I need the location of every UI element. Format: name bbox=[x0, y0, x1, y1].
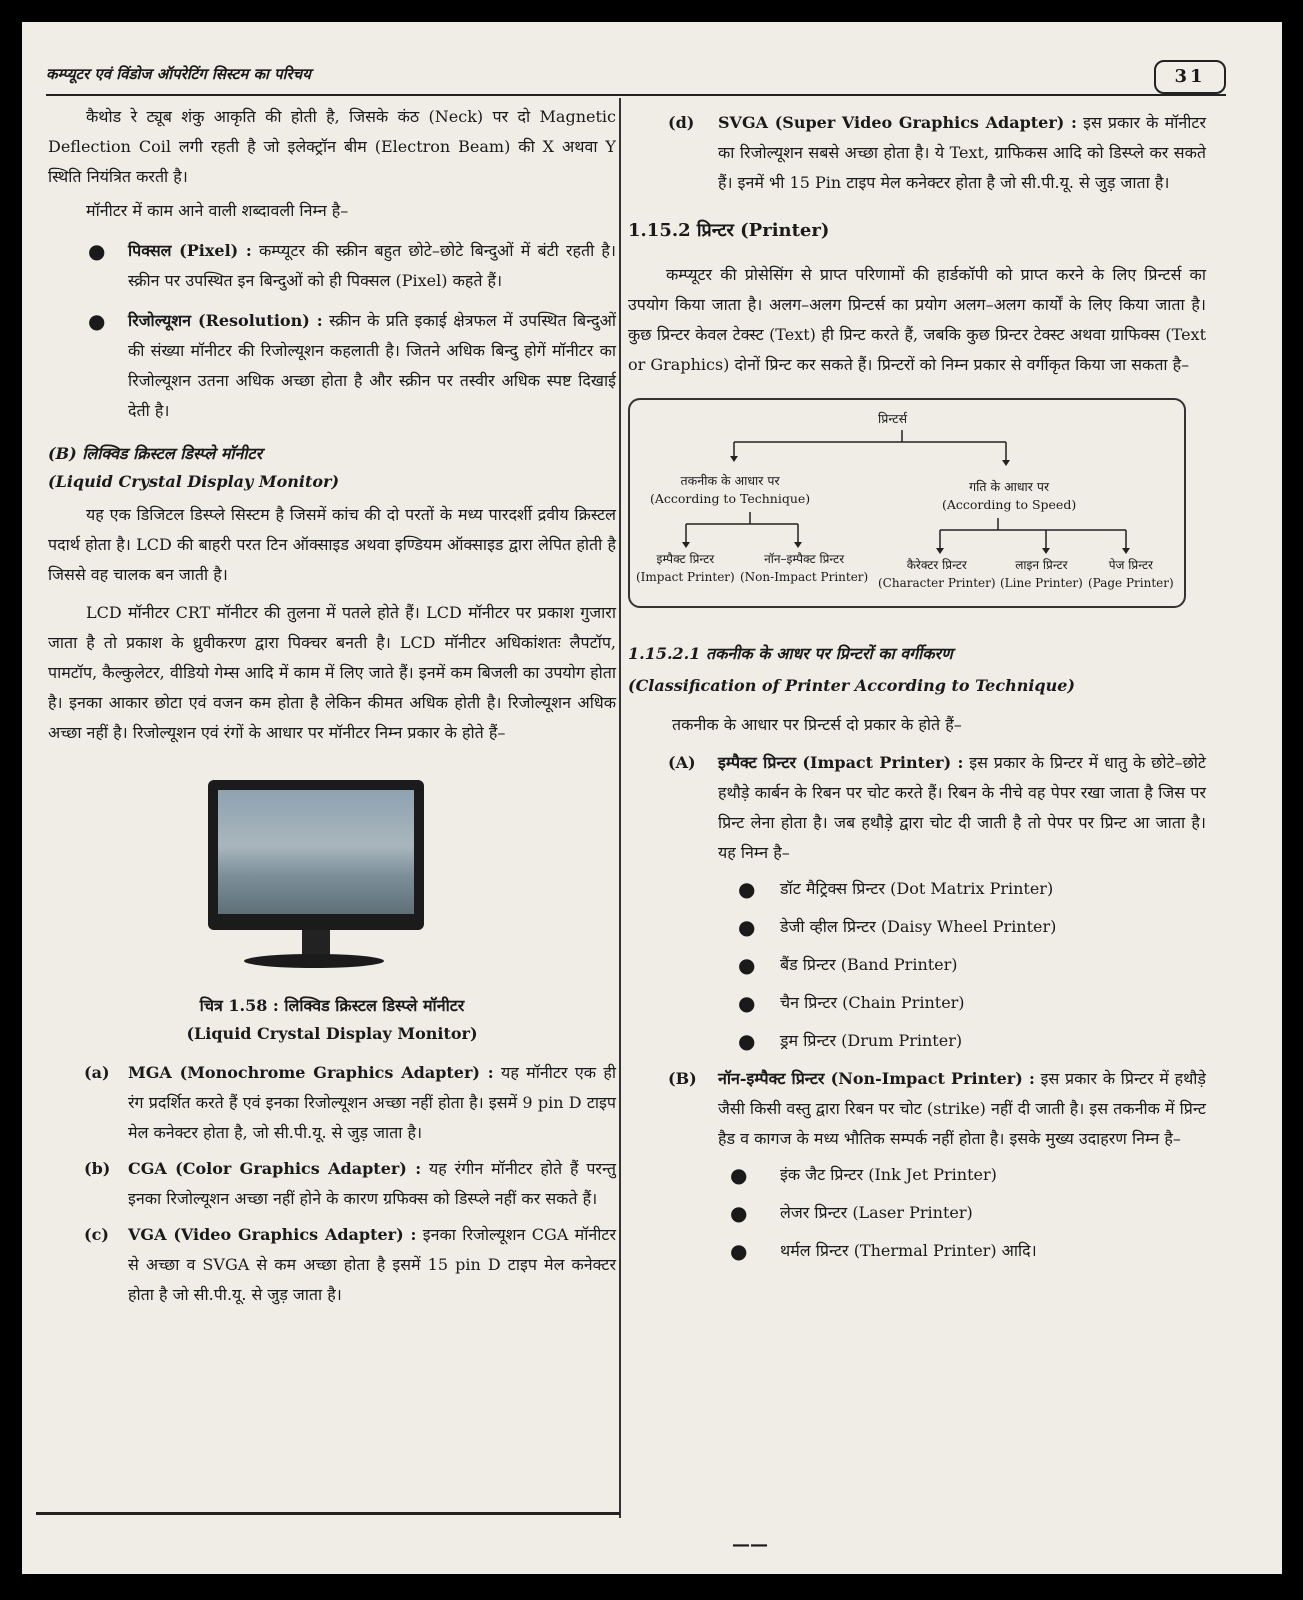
lcd-paragraph-1: यह एक डिजिटल डिस्प्ले सिस्टम है जिसमें कांच की दो परतों के मध्य पारदर्शी द्रवीय क्रिस्टल पदार्थ होता है। LCD की बाहरी परत टिन ऑक्साइड अथवा इण्डियम ऑक्साइड द्वारा लेपित होती है जिससे वह चालक बन जाती है। bbox=[48, 505, 616, 584]
printer-classification-diagram bbox=[628, 398, 1186, 608]
bullet-icon: ● bbox=[88, 309, 106, 333]
cga-item bbox=[48, 1154, 616, 1214]
tree-non-impact: नॉन–इम्पैक्ट प्रिन्टर (Non-Impact Printer) bbox=[740, 552, 869, 584]
item-label: (B) bbox=[668, 1069, 697, 1088]
column-divider bbox=[619, 98, 621, 1518]
mga-text: यह मॉनीटर एक ही रंग प्रदर्शित करते हैं एवं इनका रिजोल्यूशन अच्छा नहीं होता है। इसमें 9 pin D टाइप मेल कनेक्टर होता है, जो सी.पी.यू. से जुड़ जाता है। bbox=[128, 1063, 616, 1142]
monitor-image bbox=[208, 780, 424, 930]
mga-item bbox=[48, 1058, 616, 1148]
impact-term: इम्पैक्ट प्रिन्टर (Impact Printer) : bbox=[718, 753, 964, 772]
list-item: ● इंक जैट प्रिन्टर (Ink Jet Printer) bbox=[628, 1156, 1206, 1194]
non-impact-printer-item bbox=[628, 1064, 1206, 1154]
bullet-icon: ● bbox=[88, 239, 106, 263]
monitor-stand-neck bbox=[302, 930, 330, 956]
lcd-heading-hindi: (B) लिक्विड क्रिस्टल डिस्प्ले मॉनीटर bbox=[48, 444, 263, 463]
crt-intro-paragraph: कैथोड रे ट्यूब शंकु आकृति की होती है, जिसके कंठ (Neck) पर दो Magnetic Deflection Coil लगी रहती है जो इलेक्ट्रॉन बीम (Electron Beam) की X अथवा Y स्थिति नियंत्रित करती है। bbox=[48, 107, 616, 186]
tree-root: प्रिन्टर्स bbox=[878, 411, 908, 426]
terms-intro: मॉनीटर में काम आने वाली शब्दावली निम्न है– bbox=[86, 201, 349, 220]
resolution-bullet bbox=[48, 306, 616, 426]
vga-text: इनका रिजोल्यूशन CGA मॉनीटर से अच्छा व SVGA से कम अच्छा होता है इसमें 15 pin D टाइप मेल कनेक्टर होता है जो सी.पी.यू. से जुड़ जाता है। bbox=[128, 1225, 616, 1304]
tree-impact: इम्पैक्ट प्रिन्टर (Impact Printer) bbox=[636, 552, 735, 584]
mga-term: MGA (Monochrome Graphics Adapter) : bbox=[128, 1063, 494, 1082]
bullet-icon: ● bbox=[730, 1201, 748, 1225]
tree-technique: तकनीक के आधार पर (According to Technique) bbox=[650, 473, 811, 506]
tree-character: कैरेक्टर प्रिन्टर (Character Printer) bbox=[878, 558, 996, 590]
impact-printer-list bbox=[628, 870, 1206, 1060]
vga-term: VGA (Video Graphics Adapter) : bbox=[128, 1225, 417, 1244]
running-title: कम्प्यूटर एवं विंडोज ऑपरेटिंग सिस्टम का परिचय bbox=[46, 65, 311, 83]
tree-page: पेज प्रिन्टर (Page Printer) bbox=[1088, 558, 1174, 590]
right-column bbox=[628, 108, 1206, 1270]
footer-dash: —— bbox=[732, 1534, 768, 1555]
monitor-stand-base bbox=[244, 954, 384, 968]
bullet-icon: ● bbox=[738, 915, 756, 939]
page-number: 31 bbox=[1154, 60, 1226, 94]
pixel-term: पिक्सल (Pixel) : bbox=[128, 241, 252, 260]
impact-text: इस प्रकार के प्रिन्टर में धातु के छोटे–छोटे हथौड़े कार्बन के रिबन पर चोट करते हैं। रिबन के नीचे वह पेपर रखा जाता है जिस पर प्रिन्ट लेना होता है। जब हथौड़े द्वारा चोट दी जाती है तो पेपर पर प्रिन्ट आ जाता है। यह निम्न है– bbox=[718, 753, 1206, 862]
page-header bbox=[46, 60, 1226, 96]
printer-heading: 1.15.2 प्रिन्टर (Printer) bbox=[628, 220, 830, 241]
list-item: ● डेजी व्हील प्रिन्टर (Daisy Wheel Printer) bbox=[628, 908, 1206, 946]
lcd-paragraph-2: LCD मॉनीटर CRT मॉनीटर की तुलना में पतले होते हैं। LCD मॉनीटर पर प्रकाश गुजारा जाता है तो प्रकाश के ध्रुवीकरण द्वारा पिक्चर बनती है। LCD मॉनीटर अधिकांशतः लैपटॉप, पामटॉप, कैल्कुलेटर, वीडियो गेम्स आदि में काम में लिए जाते हैं। इनमें कम बिजली का उपयोग होता है। इनका आकार छोटा एवं वजन कम होता है लेकिन कीमत अधिक होती है। रिजोल्यूशन अधिक अच्छा नहीं है। रिजोल्यूशन एवं रंगों के आधार पर मॉनीटर निम्न प्रकार के होते हैं– bbox=[48, 603, 616, 742]
caption-english: (Liquid Crystal Display Monitor) bbox=[186, 1024, 478, 1043]
bullet-icon: ● bbox=[738, 1029, 756, 1053]
caption-hindi: चित्र 1.58 : लिक्विड क्रिस्टल डिस्प्ले मॉनीटर bbox=[199, 996, 465, 1015]
tree-speed: गति के आधार पर (According to Speed) bbox=[942, 479, 1077, 512]
figure-caption bbox=[48, 992, 616, 1048]
pixel-text: कम्प्यूटर की स्क्रीन बहुत छोटे–छोटे बिन्दुओं में बंटी रहती है। स्क्रीन पर उपस्थित इन बिन्दुओं को ही पिक्सल (Pixel) कहते हैं। bbox=[128, 241, 616, 290]
bottom-rule bbox=[36, 1512, 620, 1515]
non-impact-text: इस प्रकार के प्रिन्टर में हथौड़े जैसी किसी वस्तु द्वारा रिबन पर चोट (strike) नहीं दी जाती है। इस तकनीक में प्रिन्ट हैड व कागज के मध्य भौतिक सम्पर्क नहीं होता है। इसके मुख्य उदाहरण निम्न है– bbox=[718, 1069, 1206, 1148]
list-item: ● चैन प्रिन्टर (Chain Printer) bbox=[628, 984, 1206, 1022]
resolution-text: स्क्रीन के प्रति इकाई क्षेत्रफल में उपस्थित बिन्दुओं की संख्या मॉनीटर की रिजोल्यूशन कहलाती है। जितने अधिक बिन्दु होगें मॉनीटर का रिजोल्यूशन उतना अधिक अच्छा होता है और स्क्रीन पर तस्वीर अधिक स्पष्ट दिखाई देती है। bbox=[128, 311, 616, 420]
list-item: ● बैंड प्रिन्टर (Band Printer) bbox=[628, 946, 1206, 984]
bullet-icon: ● bbox=[738, 953, 756, 977]
bullet-icon: ● bbox=[738, 991, 756, 1015]
list-item: ● लेजर प्रिन्टर (Laser Printer) bbox=[628, 1194, 1206, 1232]
textbook-page bbox=[22, 22, 1282, 1574]
list-item: ● डॉट मैट्रिक्स प्रिन्टर (Dot Matrix Printer) bbox=[628, 870, 1206, 908]
item-label: (c) bbox=[84, 1225, 109, 1244]
resolution-term: रिजोल्यूशन (Resolution) : bbox=[128, 311, 323, 330]
non-impact-term: नॉन-इम्पैक्ट प्रिन्टर (Non-Impact Printer) : bbox=[718, 1069, 1035, 1088]
monitor-screen bbox=[218, 790, 414, 914]
list-item: ● थर्मल प्रिन्टर (Thermal Printer) आदि। bbox=[628, 1232, 1206, 1270]
item-label: (a) bbox=[84, 1063, 110, 1082]
bullet-icon: ● bbox=[738, 877, 756, 901]
lcd-heading-english: (Liquid Crystal Display Monitor) bbox=[48, 472, 340, 491]
item-label: (A) bbox=[668, 753, 696, 772]
item-label: (b) bbox=[84, 1159, 111, 1178]
item-label: (d) bbox=[668, 113, 695, 132]
classification-intro: तकनीक के आधार पर प्रिन्टर्स दो प्रकार के होते हैं– bbox=[672, 715, 962, 734]
classification-heading-hindi: 1.15.2.1 तकनीक के आधर पर प्रिन्टरों का वर्गीकरण bbox=[628, 644, 953, 663]
pixel-bullet bbox=[48, 236, 616, 296]
classification-heading-english: (Classification of Printer According to Technique) bbox=[628, 676, 1075, 695]
tree-line: लाइन प्रिन्टर (Line Printer) bbox=[1000, 558, 1083, 590]
bullet-icon: ● bbox=[730, 1239, 748, 1263]
svga-text: इस प्रकार के मॉनीटर का रिजोल्यूशन सबसे अच्छा होता है। ये Text, ग्राफिकस आदि को डिस्प्ले कर सकते हैं। इनमें भी 15 Pin टाइप मेल कनेक्टर होता है जो सी.पी.यू. से जुड़ जाता है। bbox=[718, 113, 1206, 192]
list-item: ● ड्रम प्रिन्टर (Drum Printer) bbox=[628, 1022, 1206, 1060]
lcd-monitor-figure bbox=[48, 774, 616, 984]
impact-printer-item bbox=[628, 748, 1206, 868]
non-impact-printer-list bbox=[628, 1156, 1206, 1270]
vga-item bbox=[48, 1220, 616, 1310]
cga-text: यह रंगीन मॉनीटर होते हैं परन्तु इनका रिजोल्यूशन अच्छा नहीं होने के कारण ग्रफिक्स को डिस्प्ले नहीं कर सकते हैं। bbox=[128, 1159, 616, 1208]
printer-paragraph: कम्प्यूटर की प्रोसेसिंग से प्राप्त परिणामों की हार्डकॉपी को प्राप्त करने के लिए प्रिन्टर्स का उपयोग किया जाता है। अलग–अलग प्रिन्टर्स का प्रयोग अलग–अलग कार्यों के लिए किया जाता है। कुछ प्रिन्टर केवल टेक्स्ट (Text) ही प्रिन्ट करते हैं, जबकि कुछ प्रिन्टर टेक्स्ट अथवा ग्राफिक्स (Text or Graphics) दोनों प्रिन्ट कर सकते हैं। प्रिन्टरों को निम्न प्रकार से वर्गीकृत किया जा सकता है– bbox=[628, 265, 1206, 374]
bullet-icon: ● bbox=[730, 1163, 748, 1187]
cga-term: CGA (Color Graphics Adapter) : bbox=[128, 1159, 422, 1178]
left-column bbox=[48, 102, 616, 1310]
svga-term: SVGA (Super Video Graphics Adapter) : bbox=[718, 113, 1077, 132]
svga-item bbox=[628, 108, 1206, 198]
classification-heading bbox=[628, 638, 1206, 702]
